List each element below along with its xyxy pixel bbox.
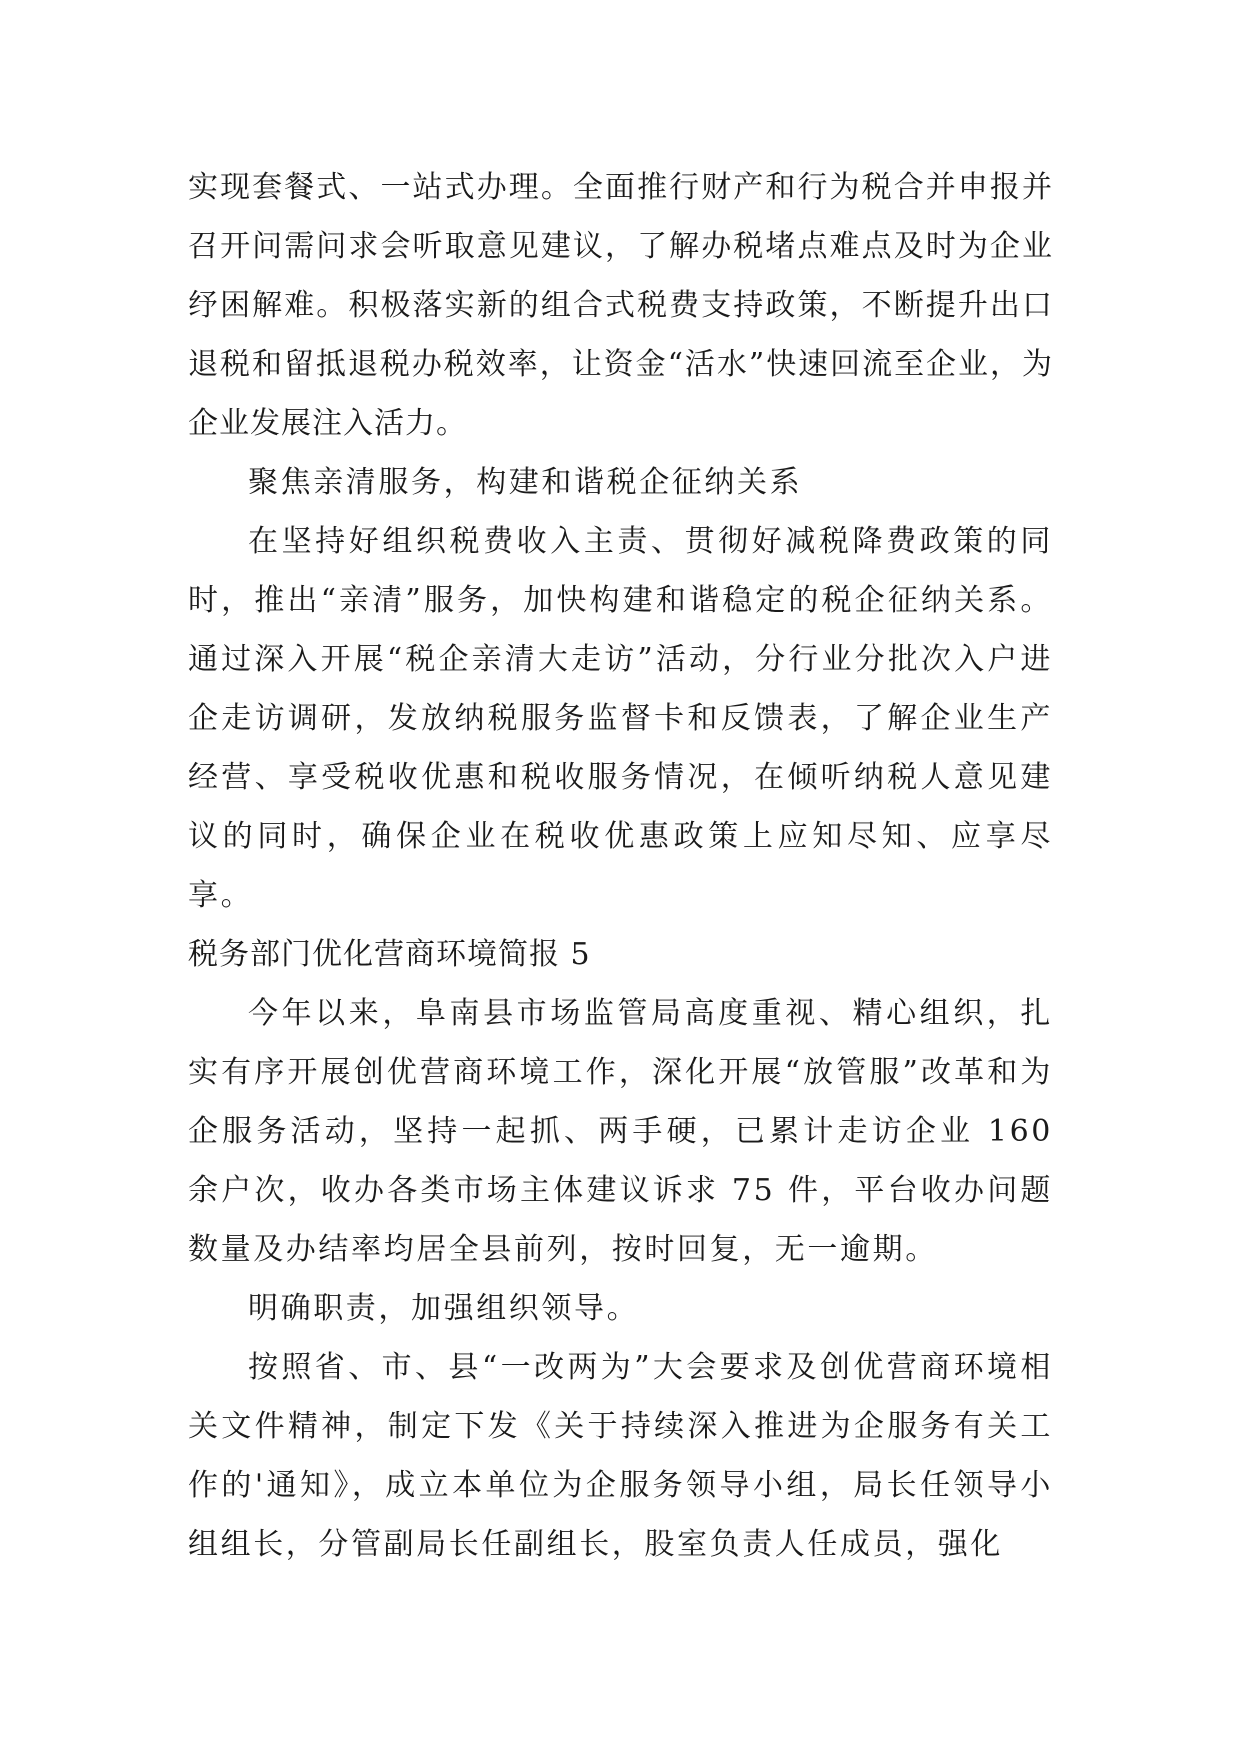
section-heading-qinqing-service: 聚焦亲清服务，构建和谐税企征纳关系: [248, 465, 803, 500]
paragraph-continuation: 实现套餐式、一站式办理。全面推行财产和行为税合并申报并召开问需问求会听取意见建议，了解办税堵点难点及时为企业纾困解难。积极落实新的组合式税费支持政策，不断提升出口退税和留抵退税办税效率，让资金“活水”快速回流至企业，为企业发展注入活力。: [188, 170, 1053, 441]
paragraph-qinqing-service: 在坚持好组织税费收入主责、贯彻好减税降费政策的同时，推出“亲清”服务，加快构建和谐稳定的税企征纳关系。通过深入开展“税企亲清大走访”活动，分行业分批次入户进企走访调研，发放纳税服务监督卡和反馈表，了解企业生产经营、享受税收优惠和税收服务情况，在倾听纳税人意见建议的同时，确保企业在税收优惠政策上应知尽知、应享尽享。: [188, 524, 1053, 913]
paragraph-responsibilities: 按照省、市、县“一改两为”大会要求及创优营商环境相关文件精神，制定下发《关于持续深入推进为企服务有关工作的'通知》，成立本单位为企服务领导小组，局长任领导小组组长，分管副局长任副组长，股室负责人任成员，强化: [188, 1350, 1053, 1562]
report-title: 税务部门优化营商环境简报 5: [188, 937, 591, 972]
document-body: [188, 158, 1053, 1574]
paragraph-intro: 今年以来，阜南县市场监管局高度重视、精心组织，扎实有序开展创优营商环境工作，深化开展“放管服”改革和为企服务活动，坚持一起抓、两手硬，已累计走访企业 160 余户次，收办各类市场主体建议诉求 75 件，平台收办问题数量及办结率均居全县前列，按时回复，无一逾期。: [188, 996, 1053, 1267]
section-heading-responsibilities: 明确职责，加强组织领导。: [248, 1291, 640, 1326]
